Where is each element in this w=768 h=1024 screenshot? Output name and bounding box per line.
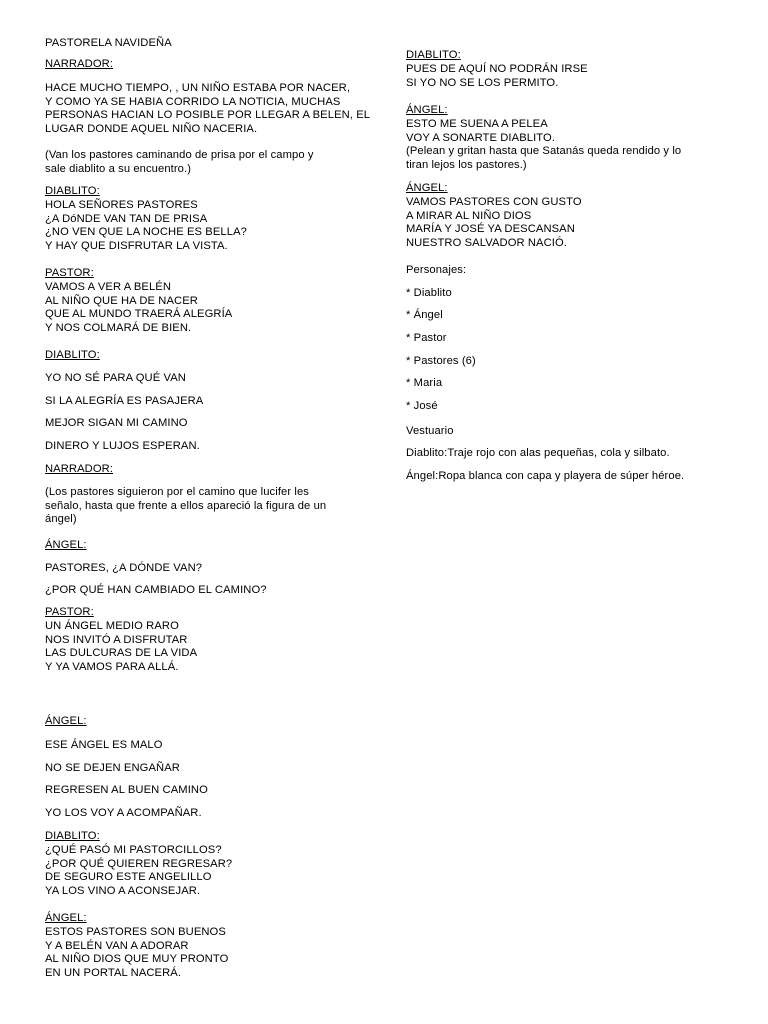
dialogue-line: MEJOR SIGAN MI CAMINO: [45, 417, 188, 429]
dialogue-line: NO SE DEJEN ENGAÑAR: [45, 762, 180, 774]
dialogue-line: AL NIÑO QUE HA DE NACER: [45, 294, 198, 307]
dialogue-line: PUES DE AQUÍ NO PODRÁN IRSE: [406, 63, 588, 75]
dialogue-line: YO LOS VOY A ACOMPAÑAR.: [45, 807, 202, 819]
document-title: PASTORELA NAVIDEÑA: [45, 37, 172, 49]
character-item: * Maria: [406, 377, 443, 389]
direction-line: tiran lejos los pastores.): [406, 159, 527, 172]
dialogue-line: Y YA VAMOS PARA ALLÁ.: [45, 661, 179, 674]
speaker-diablito: DIABLITO:: [45, 349, 100, 361]
dialogue-line: PERSONAS HACIAN LO POSIBLE POR LLEGAR A BELEN, EL: [45, 109, 371, 122]
vestuario-heading: Vestuario: [406, 425, 454, 437]
direction-line: (Pelean y gritan hasta que Satanás queda rendido y lo: [406, 145, 682, 158]
dialogue-line: PASTORES, ¿A DÓNDE VAN?: [45, 562, 203, 574]
character-item: * José: [406, 400, 438, 412]
dialogue-line: DE SEGURO ESTE ANGELILLO: [45, 871, 212, 884]
direction-line: (Los pastores siguieron por el camino que lucifer les: [45, 486, 309, 498]
speaker-diablito: DIABLITO:: [45, 185, 100, 197]
dialogue-line: Y NOS COLMARÁ DE BIEN.: [45, 322, 192, 335]
character-item: * Pastores (6): [406, 355, 476, 367]
dialogue-line: REGRESEN AL BUEN CAMINO: [45, 784, 208, 796]
character-item: * Diablito: [406, 287, 452, 299]
dialogue-line: UN ÁNGEL MEDIO RARO: [45, 620, 179, 632]
dialogue-line: Y COMO YA SE HABIA CORRIDO LA NOTICIA, MUCHAS: [45, 95, 341, 108]
dialogue-line: EN UN PORTAL NACERÁ.: [45, 967, 182, 980]
diablito-dialogue: [406, 63, 588, 90]
dialogue-line: QUE AL MUNDO TRAERÁ ALEGRÍA: [45, 308, 233, 321]
diablito-dialogue: [45, 844, 232, 899]
dialogue-line: ¿QUÉ PASÓ MI PASTORCILLOS?: [45, 844, 222, 856]
dialogue-line: Y HAY QUE DISFRUTAR LA VISTA.: [45, 240, 228, 253]
costume-item: Diablito:Traje rojo con alas pequeñas, cola y silbato.: [406, 447, 670, 459]
dialogue-line: YO NO SÉ PARA QUÉ VAN: [45, 372, 186, 384]
direction-line: ángel): [45, 513, 77, 526]
dialogue-line: ¿POR QUÉ QUIEREN REGRESAR?: [45, 857, 233, 870]
dialogue-line: SI YO NO SE LOS PERMITO.: [406, 76, 559, 89]
angel-dialogue: [406, 196, 582, 251]
dialogue-line: VOY A SONARTE DIABLITO.: [406, 131, 556, 144]
pastor-dialogue: [45, 620, 197, 675]
dialogue-line: ¿A DóNDE VAN TAN DE PRISA: [45, 212, 208, 225]
speaker-pastor: PASTOR:: [45, 606, 94, 618]
stage-direction: [45, 149, 314, 176]
dialogue-line: SI LA ALEGRÍA ES PASAJERA: [45, 395, 204, 407]
dialogue-line: ESTO ME SUENA A PELEA: [406, 118, 548, 130]
speaker-narrador: NARRADOR:: [45, 58, 114, 70]
angel-dialogue: [45, 926, 228, 981]
narrador-dialogue: [45, 82, 370, 137]
dialogue-line: HOLA SEÑORES PASTORES: [45, 199, 198, 211]
dialogue-line: DINERO Y LUJOS ESPERAN.: [45, 440, 200, 452]
speaker-pastor: PASTOR:: [45, 267, 94, 279]
dialogue-line: LAS DULCURAS DE LA VIDA: [45, 647, 198, 660]
speaker-diablito: DIABLITO:: [406, 49, 461, 61]
dialogue-line: HACE MUCHO TIEMPO, , UN NIÑO ESTABA POR NACER,: [45, 82, 351, 94]
character-item: * Pastor: [406, 332, 447, 344]
speaker-angel: ÁNGEL:: [406, 104, 448, 116]
dialogue-line: NOS INVITÓ A DISFRUTAR: [45, 633, 188, 646]
direction-line: sale diablito a su encuentro.): [45, 162, 192, 175]
speaker-angel: ÁNGEL:: [45, 715, 87, 727]
dialogue-line: ¿POR QUÉ HAN CAMBIADO EL CAMINO?: [45, 584, 267, 596]
stage-direction: [45, 486, 326, 527]
dialogue-line: ESTOS PASTORES SON BUENOS: [45, 926, 226, 938]
dialogue-line: MARÍA Y JOSÉ YA DESCANSAN: [406, 223, 575, 236]
personajes-heading: Personajes:: [406, 264, 467, 276]
direction-line: (Van los pastores caminando de prisa por el campo y: [45, 149, 314, 161]
speaker-angel: ÁNGEL:: [45, 539, 87, 551]
dialogue-line: NUESTRO SALVADOR NACIÓ.: [406, 237, 568, 250]
speaker-angel: ÁNGEL:: [45, 912, 87, 924]
direction-line: señalo, hasta que frente a ellos apareció la figura de un: [45, 499, 327, 512]
speaker-angel: ÁNGEL:: [406, 182, 448, 194]
pastor-dialogue: [45, 281, 232, 336]
dialogue-line: VAMOS PASTORES CON GUSTO: [406, 196, 582, 208]
speaker-narrador: NARRADOR:: [45, 463, 114, 475]
dialogue-line: AL NIÑO DIOS QUE MUY PRONTO: [45, 953, 229, 966]
speaker-diablito: DIABLITO:: [45, 830, 100, 842]
dialogue-line: LUGAR DONDE AQUEL NIÑO NACERIA.: [45, 123, 258, 136]
angel-dialogue: [406, 118, 681, 173]
dialogue-line: VAMOS A VER A BELÉN: [45, 281, 172, 293]
dialogue-line: YA LOS VINO A ACONSEJAR.: [45, 885, 201, 898]
dialogue-line: ESE ÁNGEL ES MALO: [45, 739, 163, 751]
character-item: * Ángel: [406, 309, 443, 321]
diablito-dialogue: [45, 199, 247, 254]
dialogue-line: A MIRAR AL NIÑO DIOS: [406, 209, 532, 222]
dialogue-line: Y A BELÉN VAN A ADORAR: [45, 939, 189, 952]
dialogue-line: ¿NO VEN QUE LA NOCHE ES BELLA?: [45, 226, 247, 239]
costume-item: Ángel:Ropa blanca con capa y playera de súper héroe.: [406, 470, 685, 482]
